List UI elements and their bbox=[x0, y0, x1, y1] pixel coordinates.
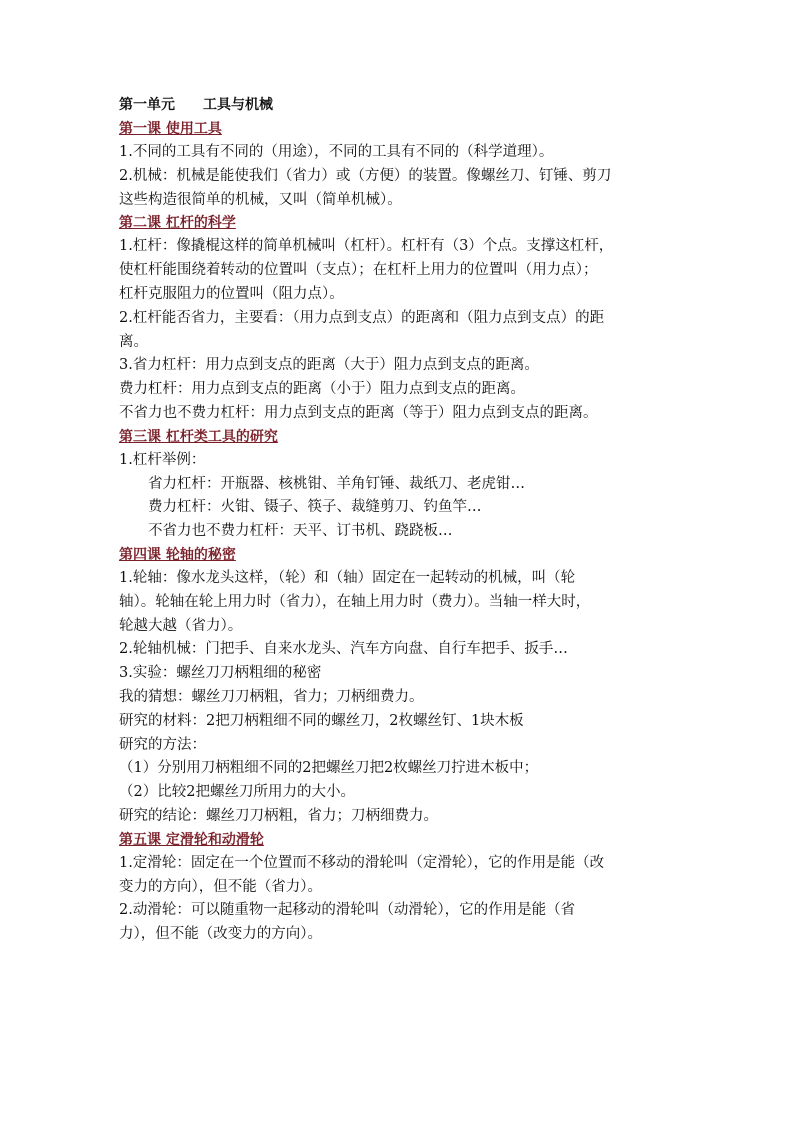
text-line: 不省力也不费力杠杆：用力点到支点的距离（等于）阻力点到支点的距离。 bbox=[119, 404, 598, 421]
lesson-heading: 第五课 定滑轮和动滑轮 bbox=[119, 831, 264, 848]
text-line: 2.动滑轮：可以随重物一起移动的滑轮叫（动滑轮），它的作用是能（省 bbox=[119, 902, 576, 919]
text-line: 省力杠杆：开瓶器、核桃钳、羊角钉锤、裁纸刀、老虎钳… bbox=[148, 475, 525, 492]
unit-title: 第一单元 工具与机械 bbox=[119, 97, 273, 113]
text-line: 我的猜想：螺丝刀刀柄粗，省力；刀柄细费力。 bbox=[119, 688, 424, 705]
text-line: 研究的材料：2把刀柄粗细不同的螺丝刀，2枚螺丝钉、1块木板 bbox=[119, 712, 524, 729]
lesson-heading: 第四课 轮轴的秘密 bbox=[119, 546, 236, 563]
text-line: 使杠杆能围绕着转动的位置叫（支点）；在杠杆上用力的位置叫（用力点）； bbox=[119, 262, 598, 279]
lesson-heading: 第一课 使用工具 bbox=[119, 121, 222, 137]
text-line: 这些构造很简单的机械，又叫（简单机械）。 bbox=[119, 191, 402, 208]
text-line: 力），但不能（改变力的方向）。 bbox=[119, 926, 322, 943]
text-line: （2）比较2把螺丝刀所用力的大小。 bbox=[119, 784, 355, 801]
text-line: 1.定滑轮：固定在一个位置而不移动的滑轮叫（定滑轮），它的作用是能（改 bbox=[119, 854, 605, 871]
text-line: 研究的方法： bbox=[119, 736, 206, 753]
text-line: 离。 bbox=[119, 333, 148, 350]
text-line: 1.不同的工具有不同的（用途），不同的工具有不同的（科学道理）。 bbox=[119, 144, 554, 160]
text-line: 杠杆克服阻力的位置叫（阻力点）。 bbox=[119, 285, 344, 302]
text-line: 2.杠杆能否省力，主要看：（用力点到支点）的距离和（阻力点到支点）的距 bbox=[119, 309, 605, 326]
text-line: 1.轮轴：像水龙头这样，（轮）和（轴）固定在一起转动的机械，叫（轮 bbox=[119, 569, 576, 586]
text-line: 变力的方向），但不能（省力）。 bbox=[119, 878, 322, 895]
text-line: 研究的结论：螺丝刀刀柄粗，省力；刀柄细费力。 bbox=[119, 807, 438, 824]
text-line: 2.机械：机械是能使我们（省力）或（方便）的装置。像螺丝刀、钉锤、剪刀 bbox=[119, 167, 612, 184]
text-line: 费力杠杆：火钳、镊子、筷子、裁缝剪刀、钓鱼竿… bbox=[148, 499, 482, 516]
text-line: 轮越大越（省力）。 bbox=[119, 617, 243, 634]
text-line: 3.省力杠杆：用力点到支点的距离（大于）阻力点到支点的距离。 bbox=[119, 357, 539, 374]
text-line: 轴）。轮轴在轮上用力时（省力），在轴上用力时（费力）。当轴一样大时， bbox=[119, 593, 591, 610]
text-line: （1）分别用刀柄粗细不同的2把螺丝刀把2枚螺丝刀拧进木板中； bbox=[119, 760, 539, 777]
text-line: 费力杠杆：用力点到支点的距离（小于）阻力点到支点的距离。 bbox=[119, 381, 525, 398]
text-line: 1.杠杆：像撬棍这样的简单机械叫（杠杆）。杠杆有（3）个点。支撑这杠杆， bbox=[119, 238, 614, 255]
text-line: 1.杠杆举例： bbox=[119, 451, 206, 468]
document-content bbox=[119, 94, 664, 947]
lesson-heading: 第二课 杠杆的科学 bbox=[119, 215, 236, 232]
text-line: 3.实验：螺丝刀刀柄粗细的秘密 bbox=[119, 665, 322, 682]
lesson-heading: 第三课 杠杆类工具的研究 bbox=[119, 428, 278, 445]
text-line: 不省力也不费力杠杆：天平、订书机、跷跷板… bbox=[148, 523, 453, 540]
text-line: 2.轮轴机械：门把手、自来水龙头、汽车方向盘、自行车把手、扳手… bbox=[119, 641, 568, 658]
